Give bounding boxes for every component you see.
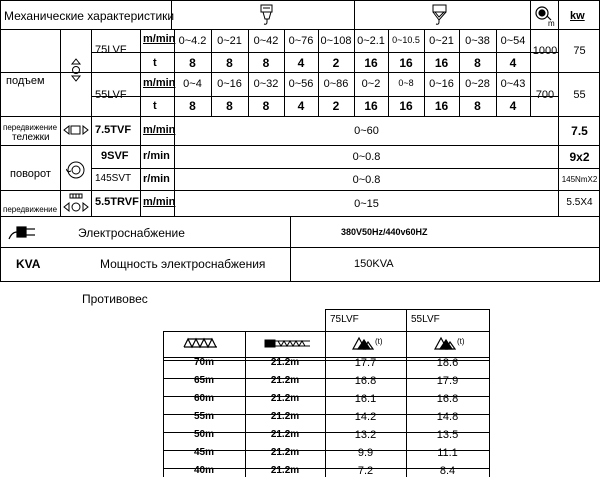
travel-label: передвижение	[3, 205, 58, 214]
cw-col-55: 55LVF	[411, 314, 440, 325]
capacity-label: Мощность электроснабжения	[100, 257, 266, 271]
model-travel: 5.5TRVF	[95, 196, 139, 208]
cw-col-75: 75LVF	[330, 314, 359, 325]
speed-55-5: 0~2	[361, 78, 381, 90]
cw-length-1: 21.2m	[270, 375, 300, 386]
ton-55-5: 16	[364, 99, 378, 113]
cw-w75-4: 13.2	[354, 429, 377, 441]
cw-w55-6: 8.4	[439, 465, 456, 477]
ton-75-4: 2	[332, 56, 340, 70]
ton-55-8: 8	[474, 99, 481, 113]
speed-75-2: 0~42	[253, 35, 279, 47]
kva-label: KVA	[16, 257, 41, 271]
cw-w55-2: 16.8	[436, 393, 459, 405]
cw-w55-0: 18.6	[436, 357, 459, 369]
cw-length-0: 21.2m	[270, 357, 300, 368]
cw-jib-4: 50m	[193, 429, 214, 440]
ton-55-3: 4	[297, 99, 305, 113]
unit-trolley: m/min	[143, 124, 176, 136]
kw-75: 75	[573, 45, 586, 57]
speed-75-4: 0~108	[320, 35, 352, 47]
speed-75-7: 0~21	[429, 35, 454, 47]
cw-ton-75: (t)	[375, 337, 383, 346]
capacity-value: 150KVA	[354, 258, 394, 270]
model-55lvf: 55LVF	[95, 89, 127, 101]
speed-55-1: 0~16	[217, 78, 242, 90]
mech-title: Механические характеристики	[4, 9, 175, 23]
model-75lvf: 75LVF	[95, 44, 127, 56]
hoist-updown-icon	[68, 58, 84, 82]
speed-55-4: 0~86	[323, 78, 349, 90]
range-trolley: 0~60	[354, 125, 379, 137]
jib-length-icon	[183, 337, 219, 349]
speed-55-0: 0~4	[183, 78, 202, 90]
cw-length-2: 21.2m	[270, 393, 300, 404]
cw-length-4: 21.2m	[270, 429, 300, 440]
model-trolley: 7.5TVF	[95, 124, 132, 136]
kw-55: 55	[573, 89, 586, 101]
unit-55-t: t	[153, 100, 157, 112]
speed-55-2: 0~32	[253, 78, 279, 90]
kw-travel: 5.5X4	[566, 197, 593, 208]
counterweight-75-icon	[352, 336, 374, 350]
unit-75-t: t	[153, 57, 157, 69]
counter-jib-icon	[264, 337, 312, 349]
speed-75-0: 0~4.2	[178, 35, 207, 47]
cw-jib-3: 55m	[193, 411, 214, 422]
unit-slew-2: r/min	[143, 173, 170, 185]
cw-w75-3: 14.2	[354, 411, 377, 423]
ton-75-3: 4	[297, 56, 305, 70]
hook-single-icon	[255, 4, 279, 26]
speed-75-3: 0~76	[288, 35, 314, 47]
speed-75-8: 0~38	[465, 35, 490, 47]
trolley-label-1: передвижение	[3, 123, 58, 132]
hoist-label: подъем	[6, 75, 45, 87]
kw-slew-1: 9x2	[569, 150, 590, 164]
unit-75-speed: m/min	[143, 33, 176, 45]
hook-double-icon	[428, 4, 452, 26]
speed-75-9: 0~54	[500, 35, 526, 47]
ton-75-2: 8	[262, 56, 270, 70]
kw-slew-2: 145NmX2	[561, 175, 598, 184]
counterweight-title: Противовес	[82, 292, 148, 306]
ton-55-7: 16	[434, 99, 449, 113]
trolley-label-2: тележки	[12, 132, 50, 143]
cw-length-3: 21.2m	[270, 411, 300, 422]
cw-w75-5: 9.9	[357, 447, 374, 459]
speed-75-5: 0~2.1	[357, 35, 385, 47]
speed-55-9: 0~43	[500, 78, 526, 90]
slew-label: поворот	[10, 168, 51, 180]
speed-55-3: 0~56	[288, 78, 314, 90]
cw-w55-4: 13.5	[436, 429, 459, 441]
cw-w75-6: 7.2	[357, 465, 374, 477]
ton-55-6: 16	[399, 99, 413, 113]
ton-75-7: 16	[434, 56, 449, 70]
slew-rotate-icon	[66, 160, 86, 180]
cw-jib-5: 45m	[193, 447, 214, 458]
cw-w75-1: 16.8	[354, 375, 377, 387]
ton-55-2: 8	[262, 99, 270, 113]
motor-rpm-icon	[533, 4, 557, 28]
cw-jib-0: 70m	[193, 357, 214, 368]
kw-trolley: 7.5	[571, 124, 588, 138]
cw-jib-2: 60m	[193, 393, 214, 404]
ton-75-8: 8	[474, 56, 481, 70]
model-slew-2: 145SVT	[95, 173, 132, 184]
range-travel: 0~15	[354, 198, 379, 210]
rpm-75: 1000	[532, 45, 558, 57]
speed-55-6: 0~8	[398, 78, 414, 88]
speed-55-8: 0~28	[465, 78, 490, 90]
speed-75-6: 0~10.5	[392, 35, 420, 45]
kw-header: kw	[570, 10, 585, 22]
cw-length-5: 21.2m	[270, 447, 300, 458]
ton-75-9: 4	[509, 56, 517, 70]
svg-text:m: m	[548, 19, 555, 28]
ton-75-5: 16	[364, 56, 378, 70]
cw-w55-1: 17.9	[436, 375, 459, 387]
speed-75-1: 0~21	[217, 35, 242, 47]
cw-ton-55: (t)	[457, 337, 465, 346]
ton-55-9: 4	[509, 99, 517, 113]
counterweight-55-icon	[434, 336, 456, 350]
cw-length-6: 21.2m	[270, 465, 300, 476]
ton-75-0: 8	[189, 56, 196, 70]
cw-jib-6: 40m	[193, 465, 214, 476]
range-slew-2: 0~0.8	[352, 174, 381, 186]
cw-w75-2: 16.1	[354, 393, 377, 405]
power-value: 380V50Hz/440v60HZ	[341, 227, 428, 237]
trolley-leftright-icon	[63, 124, 89, 136]
ton-75-1: 8	[226, 56, 233, 70]
ton-55-4: 2	[332, 99, 340, 113]
travel-icon	[63, 193, 89, 215]
range-slew-1: 0~0.8	[352, 151, 381, 163]
cw-jib-1: 65m	[193, 375, 214, 386]
power-label: Электроснабжение	[78, 226, 185, 240]
ton-55-1: 8	[226, 99, 233, 113]
speed-55-7: 0~16	[429, 78, 454, 90]
ton-55-0: 8	[189, 99, 196, 113]
power-plug-icon	[8, 223, 38, 241]
cw-w55-5: 11.1	[437, 447, 458, 459]
unit-slew-1: r/min	[143, 150, 170, 162]
cw-w75-0: 17.7	[354, 357, 377, 369]
model-slew-1: 9SVF	[101, 150, 129, 162]
rpm-55: 700	[535, 89, 555, 101]
ton-75-6: 16	[399, 56, 413, 70]
cw-w55-3: 14.8	[436, 411, 459, 423]
unit-travel: m/min	[143, 196, 176, 208]
unit-55-speed: m/min	[143, 77, 176, 89]
